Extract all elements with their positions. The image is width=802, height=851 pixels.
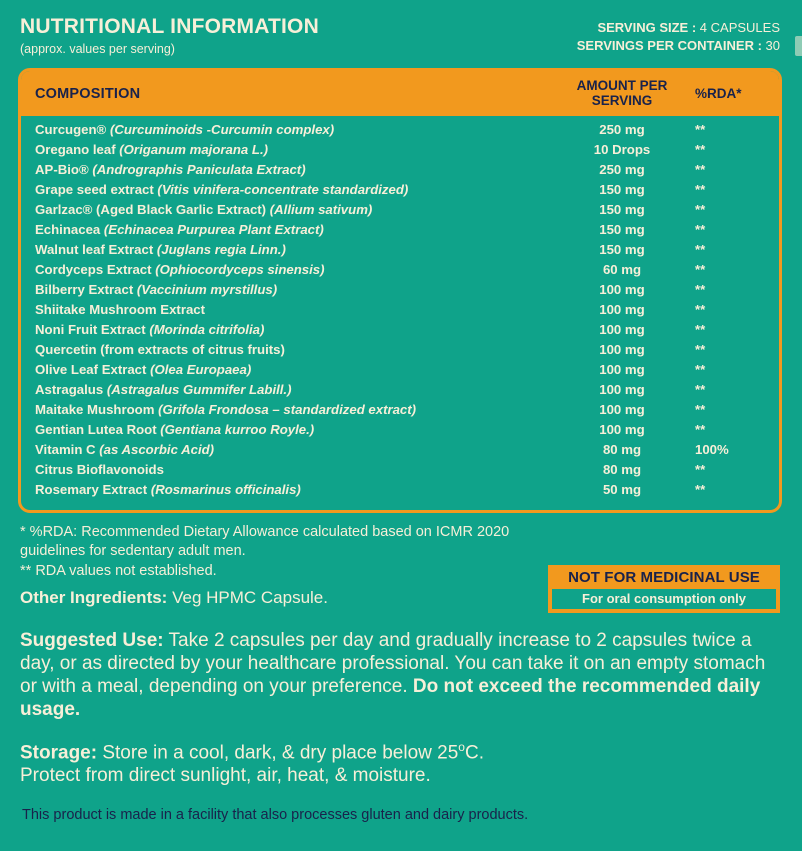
- composition-name: Vitamin C: [35, 442, 100, 458]
- cell-rda: **: [695, 162, 706, 178]
- serving-size-separator: :: [688, 20, 700, 35]
- cell-composition: [35, 182, 557, 197]
- cell-amount: 10 Drops: [593, 142, 651, 158]
- serving-size-label: SERVING SIZE: [597, 20, 689, 35]
- cell-amount: 80 mg: [602, 462, 642, 478]
- composition-name: Citrus Bioflavonoids: [35, 462, 164, 478]
- composition-latin-name: (Vaccinium myrstillus): [136, 282, 278, 298]
- cell-composition: [35, 162, 557, 177]
- composition-name: Grape seed extract: [35, 182, 158, 198]
- cell-rda: **: [695, 222, 706, 238]
- table-row: [21, 482, 779, 502]
- cell-composition: [35, 422, 557, 437]
- cell-amount: 150 mg: [599, 182, 645, 198]
- header: [0, 0, 802, 56]
- table-row: [21, 302, 779, 322]
- column-header-composition: COMPOSITION: [35, 85, 141, 102]
- cell-rda: **: [695, 422, 706, 438]
- composition-name: Rosemary Extract: [35, 482, 151, 498]
- cell-amount: 100 mg: [599, 422, 645, 438]
- composition-name: Oregano leaf: [35, 142, 120, 158]
- composition-latin-name: (Morinda citrifolia): [149, 322, 265, 338]
- facility-disclaimer: This product is made in a facility that also processes gluten and dairy products.: [22, 807, 529, 824]
- composition-latin-name: (Gentiana kurroo Royle.): [160, 422, 315, 438]
- storage-text-a: Store in a cool, dark, & dry place below 25: [97, 741, 459, 763]
- serving-info: [577, 16, 780, 54]
- warning-main-text: NOT FOR MEDICINAL USE: [550, 567, 778, 589]
- cell-rda: **: [695, 462, 706, 478]
- cell-amount: 150 mg: [599, 242, 645, 258]
- composition-name: Echinacea: [35, 222, 104, 238]
- servings-per-container-value: 30: [765, 37, 780, 53]
- cell-amount: 100 mg: [599, 362, 645, 378]
- composition-latin-name: (Grifola Frondosa – standardized extract): [158, 402, 417, 418]
- cell-amount: 80 mg: [602, 442, 642, 458]
- composition-latin-name: (Origanum majorana L.): [119, 142, 269, 158]
- cell-rda: **: [695, 282, 706, 298]
- cell-amount: 150 mg: [599, 222, 645, 238]
- cell-amount: 100 mg: [599, 342, 645, 358]
- table-body: [21, 116, 779, 510]
- composition-latin-name: (Andrographis Paniculata Extract): [92, 162, 306, 178]
- table-row: [21, 242, 779, 262]
- cell-rda: **: [695, 262, 706, 278]
- composition-name: Shiitake Mushroom Extract: [35, 302, 206, 318]
- table-row: [21, 362, 779, 382]
- table-row: [21, 442, 779, 462]
- cell-amount: 250 mg: [599, 122, 645, 138]
- table-row: [21, 122, 779, 142]
- composition-latin-name: (Olea Europaea): [150, 362, 252, 378]
- storage-text-b: C.: [464, 741, 484, 763]
- suggested-use-text: Take 2 capsules per day and gradually increase to 2 capsules twice a day, or as directed by your healthcare professional. You can take it on an empty stomach or with a meal, depending on your preference.: [20, 629, 766, 697]
- composition-latin-name: (Curcuminoids -Curcumin complex): [109, 122, 335, 138]
- composition-name: Astragalus: [35, 382, 107, 398]
- cell-composition: [35, 282, 557, 297]
- cell-composition: [35, 342, 557, 357]
- table-row: [21, 382, 779, 402]
- cell-composition: [35, 322, 557, 337]
- composition-latin-name: (Astragalus Gummifer Labill.): [106, 382, 292, 398]
- cell-rda: **: [695, 482, 706, 498]
- composition-name: Quercetin (from extracts of citrus fruits): [35, 342, 285, 358]
- cell-composition: [35, 442, 557, 457]
- table-row: [21, 282, 779, 302]
- composition-name: Curcugen®: [35, 122, 110, 138]
- composition-latin-name: (Echinacea Purpurea Plant Extract): [103, 222, 324, 238]
- table-row: [21, 182, 779, 202]
- table-row: [21, 222, 779, 242]
- table-row: [21, 262, 779, 282]
- cell-composition: [35, 122, 557, 137]
- notes-section: [20, 523, 782, 608]
- composition-name: Noni Fruit Extract: [35, 322, 150, 338]
- page-subtitle: (approx. values per serving): [20, 42, 175, 57]
- table-row: [21, 402, 779, 422]
- cell-composition: [35, 382, 557, 397]
- table-row: [21, 422, 779, 442]
- cell-amount: 100 mg: [599, 302, 645, 318]
- composition-name: Bilberry Extract: [35, 282, 137, 298]
- servings-per-container-row: [577, 37, 780, 55]
- warning-box: [548, 565, 780, 613]
- storage-label: Storage:: [20, 741, 98, 763]
- cell-amount: 100 mg: [599, 382, 645, 398]
- column-header-rda: %RDA*: [695, 86, 742, 102]
- cell-amount: 60 mg: [602, 262, 642, 278]
- composition-latin-name: (Ophiocordyceps sinensis): [155, 262, 325, 278]
- cell-amount: 150 mg: [599, 202, 645, 218]
- storage-line1: [20, 740, 782, 765]
- table-row: [21, 342, 779, 362]
- cell-amount: 250 mg: [599, 162, 645, 178]
- cell-rda: 100%: [695, 442, 729, 458]
- cell-rda: **: [695, 342, 706, 358]
- cell-rda: **: [695, 302, 706, 318]
- composition-name: Cordyceps Extract: [35, 262, 156, 278]
- cell-composition: [35, 362, 557, 377]
- rda-footnote: * %RDA: Recommended Dietary Allowance calculated based on ICMR 2020 guidelines for sedentary adult men.: [20, 524, 510, 559]
- servings-per-container-separator: :: [753, 37, 766, 53]
- cell-composition: [35, 262, 557, 277]
- table-row: [21, 322, 779, 342]
- header-title-block: [20, 16, 319, 56]
- servings-per-container-label: SERVINGS PER CONTAINER: [576, 37, 754, 53]
- other-ingredients-value: Veg HPMC Capsule.: [167, 587, 328, 607]
- cell-rda: **: [695, 182, 706, 198]
- composition-name: Olive Leaf Extract: [35, 362, 151, 378]
- cell-composition: [35, 242, 557, 257]
- serving-size-row: [577, 19, 780, 37]
- composition-latin-name: (Vitis vinifera-concentrate standardized): [157, 182, 409, 198]
- cell-amount: 100 mg: [599, 402, 645, 418]
- cell-composition: [35, 462, 557, 477]
- composition-latin-name: (Allium sativum): [269, 202, 373, 218]
- column-header-amount-per-serving: [557, 79, 687, 108]
- suggested-use-emphasis: Do not exceed the recommended daily usage.: [20, 675, 761, 720]
- cell-rda: **: [695, 402, 706, 418]
- cell-composition: [35, 482, 557, 497]
- serving-size-value: 4 CAPSULES: [699, 20, 780, 35]
- other-ingredients-label: Other Ingredients:: [20, 587, 168, 607]
- suggested-use: [20, 630, 780, 722]
- composition-name: Maitake Mushroom: [35, 402, 159, 418]
- nutrition-table: [18, 68, 782, 513]
- table-row: [21, 462, 779, 482]
- cell-composition: [35, 222, 557, 237]
- suggested-use-label: Suggested Use:: [20, 629, 164, 651]
- cell-amount: 100 mg: [599, 282, 645, 298]
- cell-amount: 50 mg: [602, 482, 642, 498]
- composition-name: Walnut leaf Extract: [35, 242, 157, 258]
- composition-latin-name: (Rosmarinus officinalis): [150, 482, 301, 498]
- warning-sub-text: For oral consumption only: [552, 589, 776, 609]
- cell-composition: [35, 202, 557, 217]
- table-row: [21, 162, 779, 182]
- cell-rda: **: [695, 322, 706, 338]
- table-row: [21, 202, 779, 222]
- cell-rda: **: [695, 142, 706, 158]
- rda-not-established-note: ** RDA values not established.: [20, 563, 217, 580]
- storage-line2: Protect from direct sunlight, air, heat, & moisture.: [20, 765, 431, 787]
- table-header-row: [21, 71, 779, 116]
- degree-symbol: o: [458, 739, 465, 754]
- cell-amount: 100 mg: [599, 322, 645, 338]
- composition-name: Garlzac® (Aged Black Garlic Extract): [35, 202, 270, 218]
- cell-composition: [35, 402, 557, 417]
- page-title: NUTRITIONAL INFORMATION: [20, 15, 319, 38]
- composition-name: AP-Bio®: [35, 162, 93, 178]
- cell-rda: **: [695, 202, 706, 218]
- cell-rda: **: [695, 242, 706, 258]
- amount-header-line2: SERVING: [591, 92, 653, 108]
- composition-latin-name: (as Ascorbic Acid): [99, 442, 215, 458]
- amount-header-line1: AMOUNT PER: [576, 77, 668, 93]
- cell-rda: **: [695, 362, 706, 378]
- composition-name: Gentian Lutea Root: [35, 422, 161, 438]
- cell-rda: **: [695, 122, 706, 138]
- edge-graphic-sliver: [795, 36, 802, 56]
- storage-section: [20, 740, 782, 788]
- cell-rda: **: [695, 382, 706, 398]
- table-row: [21, 142, 779, 162]
- composition-latin-name: (Juglans regia Linn.): [156, 242, 286, 258]
- cell-composition: [35, 302, 557, 317]
- cell-composition: [35, 142, 557, 157]
